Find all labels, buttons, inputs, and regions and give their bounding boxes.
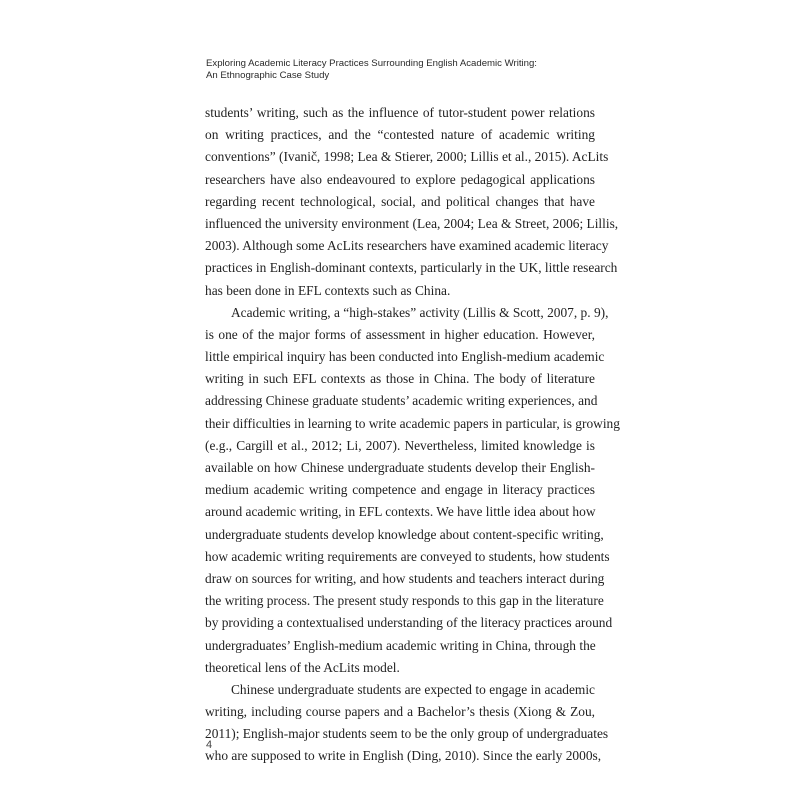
paragraph <box>205 679 609 768</box>
text-line: medium academic writing competence and engage in literacy practices <box>205 482 595 498</box>
text-line: Chinese undergraduate students are expected to engage in academic <box>231 681 595 697</box>
text-line: draw on sources for writing, and how students and teachers interact during <box>205 570 605 586</box>
text-line: regarding recent technological, social, and political changes that have <box>205 193 595 209</box>
page-number: 4 <box>206 739 213 751</box>
text-line: 2003). Although some AcLits researchers have examined academic literacy <box>205 238 609 254</box>
text-line: students’ writing, such as the influence of tutor-student power relations <box>205 105 595 120</box>
text-line: writing, including course papers and a Bachelor’s thesis (Xiong & Zou, <box>205 704 595 720</box>
running-head <box>206 58 626 81</box>
text-line: the writing process. The present study responds to this gap in the literature <box>205 593 604 609</box>
text-line: writing in such EFL contexts as those in China. The body of literature <box>205 371 595 387</box>
text-line: how academic writing requirements are conveyed to students, how students <box>205 548 610 564</box>
text-line: has been done in EFL contexts such as China. <box>205 282 451 298</box>
paragraph <box>205 302 620 679</box>
paragraph <box>205 102 619 302</box>
text-line: available on how Chinese undergraduate students develop their English- <box>205 460 595 475</box>
text-line: Academic writing, a “high-stakes” activity (Lillis & Scott, 2007, p. 9), <box>231 304 609 320</box>
text-line: on writing practices, and the “contested nature of academic writing <box>205 127 595 143</box>
text-line: theoretical lens of the AcLits model. <box>205 659 400 675</box>
body-text <box>205 102 620 768</box>
text-line: (e.g., Cargill et al., 2012; Li, 2007). Nevertheless, limited knowledge is <box>205 437 595 453</box>
text-line: addressing Chinese graduate students’ academic writing experiences, and <box>205 393 598 409</box>
running-head-title: Exploring Academic Literacy Practices Surrounding English Academic Writing: <box>206 58 537 69</box>
text-line: practices in English-dominant contexts, particularly in the UK, little research <box>205 260 618 276</box>
text-line: 2011); English-major students seem to be the only group of undergraduates <box>205 726 609 742</box>
text-line: is one of the major forms of assessment in higher education. However, <box>205 326 595 342</box>
text-line: researchers have also endeavoured to explore pedagogical applications <box>205 171 595 187</box>
text-line: undergraduate students develop knowledge about content-specific writing, <box>205 526 604 542</box>
text-line: little empirical inquiry has been conducted into English-medium academic <box>205 349 605 365</box>
text-line: influenced the university environment (Lea, 2004; Lea & Street, 2006; Lillis, <box>205 215 619 231</box>
text-line: by providing a contextualised understanding of the literacy practices around <box>205 615 613 631</box>
running-head-subtitle: An Ethnographic Case Study <box>206 69 330 81</box>
text-line: their difficulties in learning to write academic papers in particular, is growing <box>205 415 620 431</box>
text-line: conventions” (Ivanič, 1998; Lea & Stierer, 2000; Lillis et al., 2015). AcLits <box>205 149 609 165</box>
text-line: around academic writing, in EFL contexts. We have little idea about how <box>205 504 596 520</box>
text-line: undergraduates’ English-medium academic writing in China, through the <box>205 637 596 653</box>
text-line: who are supposed to write in English (Ding, 2010). Since the early 2000s, <box>205 748 602 764</box>
